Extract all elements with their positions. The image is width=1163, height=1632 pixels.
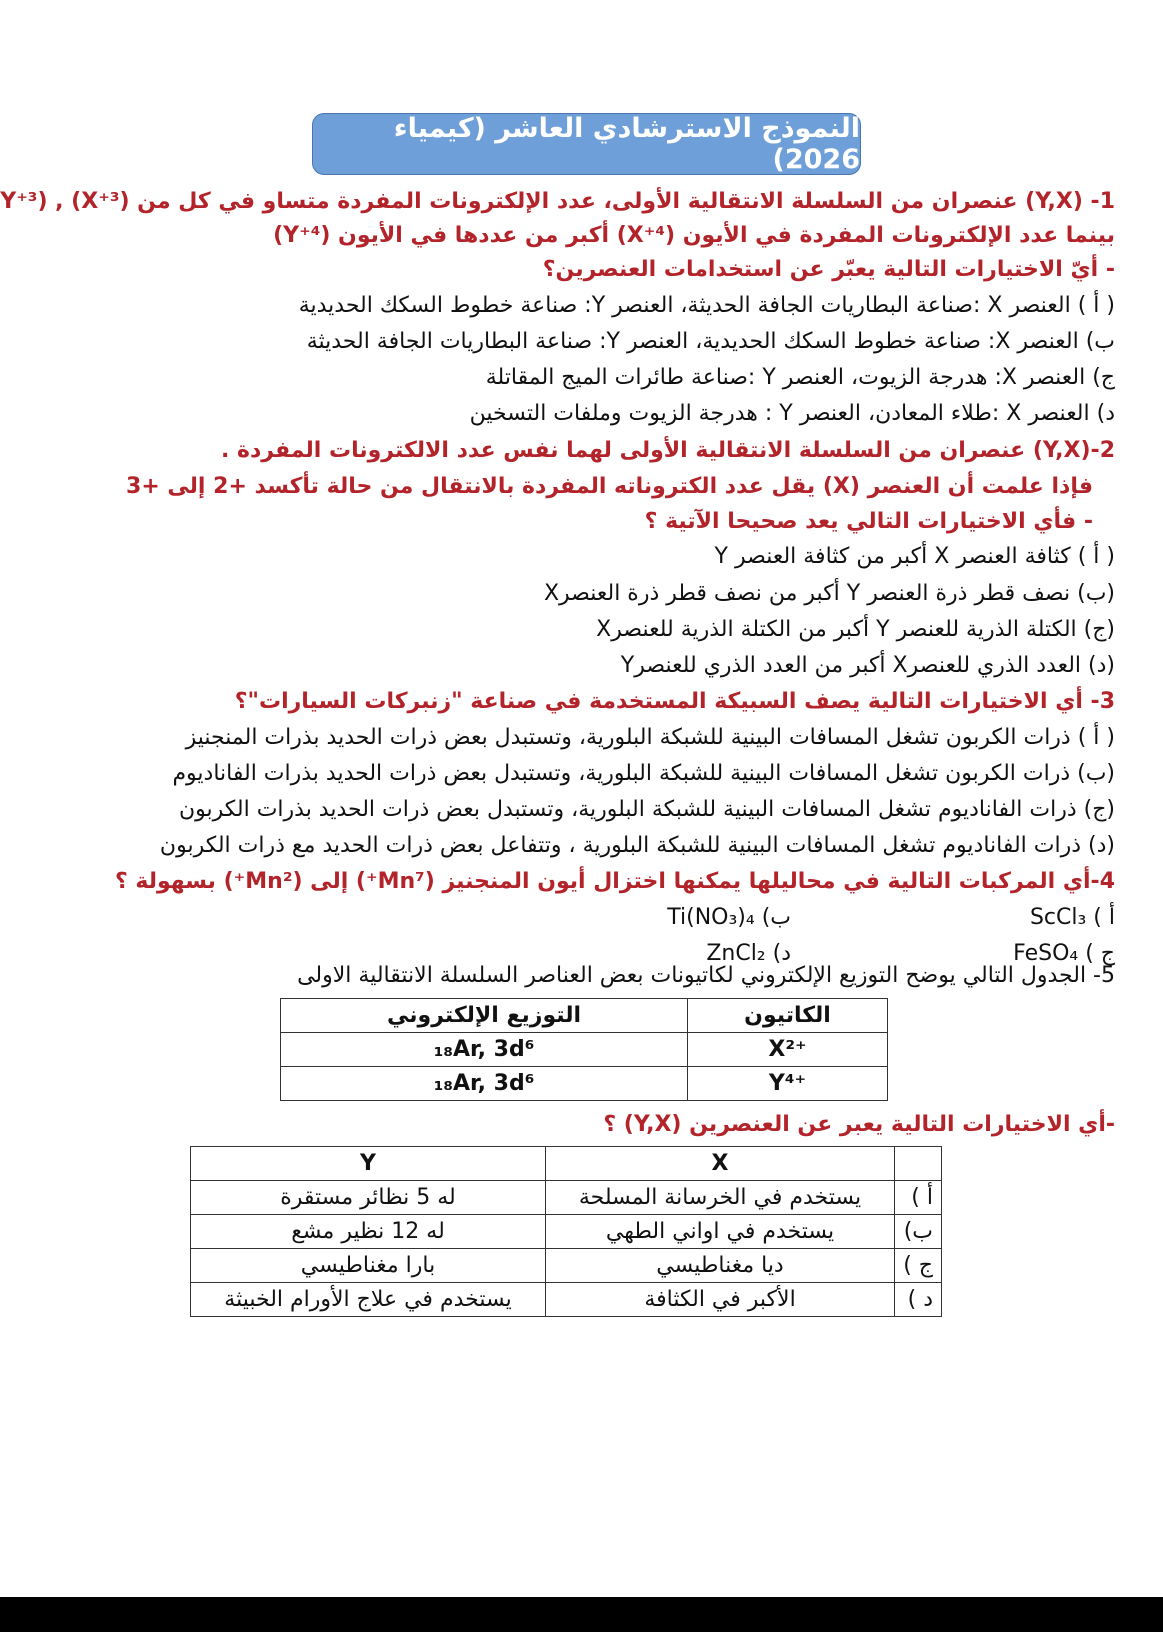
q1-option-c: ج) العنصر X: هدرجة الزيوت، العنصر Y :صناعة طائرات الميج المقاتلة — [485, 365, 1115, 390]
col-y-header: Y — [191, 1147, 546, 1181]
q3-option-b: (ب) ذرات الكربون تشغل المسافات البينية للشبكة البلورية، وتستبدل بعض ذرات الحديد بذرات الفاناديوم — [172, 761, 1115, 786]
q3-option-a: ( أ ) ذرات الكربون تشغل المسافات البينية للشبكة البلورية، وتستبدل بعض ذرات الحديد بذرات المنجنيز — [185, 725, 1115, 750]
q5-config-table — [280, 998, 888, 1101]
cation-cell: X²⁺ — [688, 1033, 888, 1067]
y-cell: له 12 نظير مشع — [191, 1215, 546, 1249]
col-x-header: X — [546, 1147, 895, 1181]
q5-answer-table — [190, 1146, 942, 1317]
table-row — [191, 1181, 942, 1215]
x-cell: ديا مغناطيسي — [546, 1249, 895, 1283]
cation-cell: Y⁴⁺ — [688, 1067, 888, 1101]
q2-option-a: ( أ ) كثافة العنصر X أكبر من كثافة العنصر Y — [714, 544, 1115, 569]
q2-stem-line2: فإذا علمت أن العنصر (X) يقل عدد الكتروناته المفردة بالانتقال من حالة تأكسد +2 إلى +3 — [126, 474, 1093, 499]
table-row — [281, 1067, 888, 1101]
q2-stem-line1: 2-(Y,X) عنصران من السلسلة الانتقالية الأولى لهما نفس عدد الالكترونات المفردة . — [220, 438, 1115, 463]
page-title: النموذج الاسترشادي العاشر (كيمياء 2026) — [312, 113, 861, 175]
q3-option-d: (د) ذرات الفاناديوم تشغل المسافات البينية للشبكة البلورية ، وتتفاعل بعض ذرات الحديد مع ذرات الكربون — [159, 833, 1115, 858]
config-cell: ₁₈Ar, 3d⁶ — [281, 1067, 688, 1101]
table-row — [191, 1215, 942, 1249]
y-cell: له 5 نظائر مستقرة — [191, 1181, 546, 1215]
q5-question: -أي الاختيارات التالية يعبر عن العنصرين (Y,X) ؟ — [603, 1112, 1115, 1137]
q3-option-c: (ج) ذرات الفاناديوم تشغل المسافات البينية للشبكة البلورية، وتستبدل بعض ذرات الحديد بذرات الكربون — [178, 797, 1115, 822]
col-config-header: التوزيع الإلكتروني — [281, 999, 688, 1033]
q1-stem-line2: بينما عدد الإلكترونات المفردة في الأيون (X⁺⁴) أكبر من عددها في الأيون (Y⁺⁴) — [273, 223, 1115, 248]
q4-option-d: د) ZnCl₂ — [706, 941, 791, 966]
q3-question: 3- أي الاختيارات التالية يصف السبيكة المستخدمة في صناعة "زنبركات السيارات"؟ — [234, 689, 1115, 714]
q2-option-b: (ب) نصف قطر ذرة العنصر Y أكبر من نصف قطر ذرة العنصرX — [543, 581, 1115, 606]
col-cation-header: الكاتيون — [688, 999, 888, 1033]
q4-option-c: ج ) FeSO₄ — [1013, 941, 1115, 966]
option-cell: د ) — [895, 1283, 942, 1317]
q2-option-d: (د) العدد الذري للعنصرX أكبر من العدد الذري للعنصرY — [620, 653, 1115, 678]
x-cell: الأكبر في الكثافة — [546, 1283, 895, 1317]
bottom-black-bar — [0, 1597, 1163, 1632]
q2-option-c: (ج) الكتلة الذرية للعنصر Y أكبر من الكتلة الذرية للعنصرX — [596, 617, 1115, 642]
table-row — [281, 1033, 888, 1067]
q5-intro-text: 5- الجدول التالي يوضح التوزيع الإلكتروني لكاتيونات بعض العناصر السلسلة الانتقالية الاولى — [297, 963, 1115, 988]
option-cell: ج ) — [895, 1249, 942, 1283]
x-cell: يستخدم في الخرسانة المسلحة — [546, 1181, 895, 1215]
y-cell: بارا مغناطيسي — [191, 1249, 546, 1283]
table-row — [191, 1283, 942, 1317]
table-header-row — [281, 999, 888, 1033]
col-option-header — [895, 1147, 942, 1181]
q1-option-b: ب) العنصر X: صناعة خطوط السكك الحديدية، العنصر Y: صناعة البطاريات الجافة الحديثة — [306, 329, 1115, 354]
q4-question: 4-أي المركبات التالية في محاليلها يمكنها اختزال أيون المنجنيز (Mn⁷⁺) إلى (Mn²⁺) بسهولة ؟ — [114, 869, 1115, 894]
q5-intro — [60, 961, 1115, 991]
table-header-row — [191, 1147, 942, 1181]
y-cell: يستخدم في علاج الأورام الخبيثة — [191, 1283, 546, 1317]
q1-stem-line1: 1- (Y,X) عنصران من السلسلة الانتقالية الأولى، عدد الإلكترونات المفردة متساو في كل من (X⁺³) , (Y⁺³ — [0, 189, 1115, 214]
option-cell: أ ) — [895, 1181, 942, 1215]
q2-question: - فأي الاختيارات التالي يعد صحيحا الآتية ؟ — [644, 509, 1093, 534]
option-cell: ب) — [895, 1215, 942, 1249]
q1-option-a: ( أ ) العنصر X :صناعة البطاريات الجافة الحديثة، العنصر Y: صناعة خطوط السكك الحديدية — [298, 293, 1115, 318]
q1-option-d: د) العنصر X :طلاء المعادن، العنصر Y : هدرجة الزيوت وملفات التسخين — [469, 401, 1115, 426]
q1-question: - أيّ الاختيارات التالية يعبّر عن استخدامات العنصرين؟ — [542, 257, 1115, 282]
q4-option-a: أ ) ScCl₃ — [1029, 905, 1115, 930]
table-row — [191, 1249, 942, 1283]
x-cell: يستخدم في اواني الطهي — [546, 1215, 895, 1249]
q4-option-b: ب) Ti(NO₃)₄ — [667, 905, 791, 930]
config-cell: ₁₈Ar, 3d⁶ — [281, 1033, 688, 1067]
